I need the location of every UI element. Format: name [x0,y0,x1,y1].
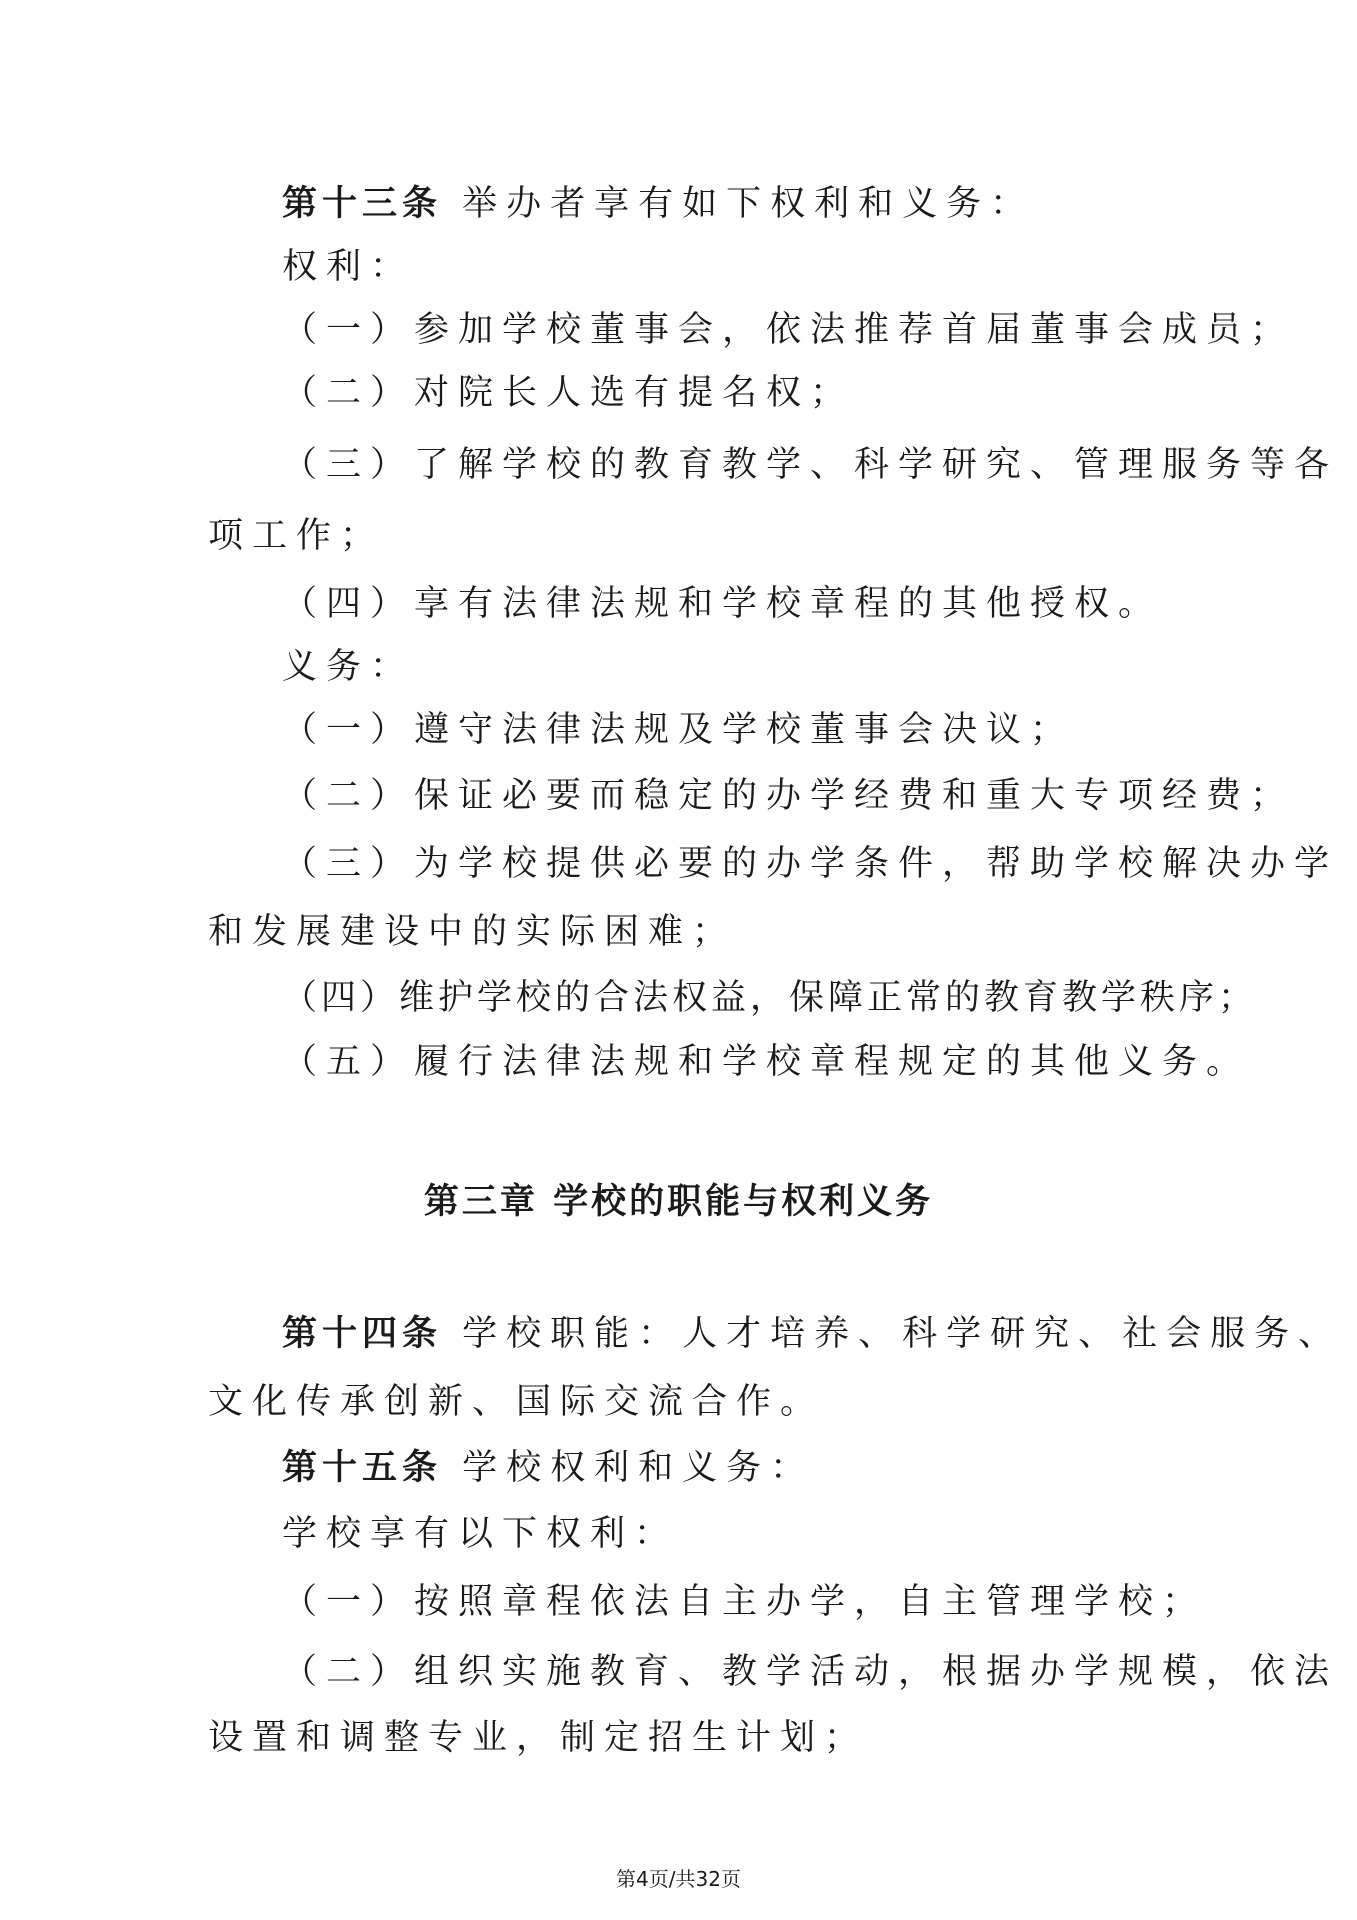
duties-item: （一）遵守法律法规及学校董事会决议； [282,710,1075,750]
article-15-line [282,1446,814,1490]
article-14-continuation: 文化传承创新、国际交流合作。 [208,1382,825,1422]
duties-label: 义务： [282,647,415,687]
article-14-heading: 第十四条 [282,1314,443,1354]
rights-item: （四）享有法律法规和学校章程的其他授权。 [282,584,1163,624]
article-15-heading: 第十五条 [282,1448,443,1488]
duties-item: （二）保证必要而稳定的办学经费和重大专项经费； [282,776,1295,816]
article-14-line [282,1312,1342,1356]
rights-item: （一）参加学校董事会，依法推荐首届董事会成员； [282,310,1295,350]
rights-item: （二）对院长人选有提名权； [282,373,855,413]
rights-item: （三）了解学校的教育教学、科学研究、管理服务等各 [282,445,1339,485]
school-rights-label: 学校享有以下权利： [282,1514,679,1554]
page-number: 第4页/共32页 [616,1867,741,1891]
school-rights-item: （二）组织实施教育、教学活动，根据办学规模，依法 [282,1652,1339,1692]
duties-item-continuation: 和发展建设中的实际困难； [208,912,737,952]
article-13-text: 举办者享有如下权利和义务： [462,184,1035,224]
article-13-heading: 第十三条 [282,184,443,224]
school-rights-item: （一）按照章程依法自主办学，自主管理学校； [282,1582,1207,1622]
duties-item: （四）维护学校的合法权益，保障正常的教育教学秩序； [282,978,1258,1018]
rights-item-continuation: 项工作； [208,516,385,556]
article-14-text: 学校职能：人才培养、科学研究、社会服务、 [462,1314,1343,1354]
article-15-text: 学校权利和义务： [462,1448,815,1488]
chapter-title: 第三章 学校的职能与权利义务 [423,1182,934,1222]
rights-label: 权利： [282,247,415,287]
article-13-line [282,182,1034,226]
duties-item: （五）履行法律法规和学校章程规定的其他义务。 [282,1042,1251,1082]
school-rights-item-continuation: 设置和调整专业，制定招生计划； [208,1718,869,1758]
duties-item: （三）为学校提供必要的办学条件，帮助学校解决办学 [282,844,1339,884]
